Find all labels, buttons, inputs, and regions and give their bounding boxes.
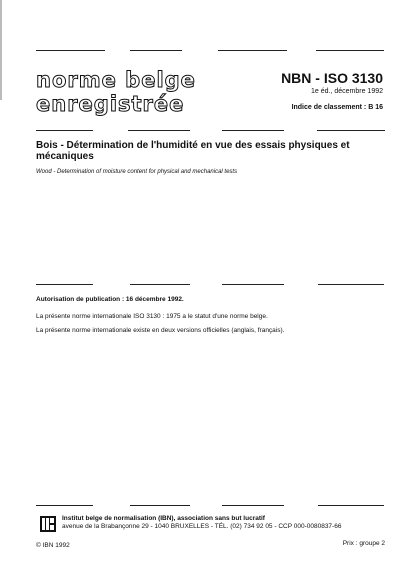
footer-address-block bbox=[62, 515, 341, 531]
autorisation-label: Autorisation de publication : bbox=[36, 296, 125, 303]
prix-groupe: Prix : groupe 2 bbox=[342, 540, 385, 547]
mid-rule bbox=[317, 130, 385, 131]
footer-rule bbox=[130, 505, 190, 506]
statut-paragraph: La présente norme internationale ISO 3130 : 1975 a le statut d'une norme belge. bbox=[36, 313, 268, 320]
standard-id: NBN - ISO 3130 bbox=[281, 70, 383, 86]
top-rule bbox=[218, 50, 287, 51]
mid-rule bbox=[222, 130, 284, 131]
footer-rule bbox=[222, 505, 284, 506]
mid-rule bbox=[128, 130, 190, 131]
top-rule bbox=[36, 50, 105, 51]
lower-rule bbox=[222, 284, 284, 285]
autorisation-line bbox=[36, 296, 184, 303]
footer-rule bbox=[318, 505, 384, 506]
autorisation-date: 16 décembre 1992. bbox=[125, 296, 184, 303]
lower-rule bbox=[318, 284, 384, 285]
edition-date: 1e éd., décembre 1992 bbox=[311, 88, 383, 95]
copyright: © IBN 1992 bbox=[36, 542, 70, 549]
title-english: Wood - Determination of moisture content for physical and mechanical tests bbox=[36, 169, 238, 175]
institute-address: avenue de la Brabançonne 29 - 1040 BRUXELLES - TÉL. (02) 734 92 05 - CCP 000-0080837-66 bbox=[62, 523, 342, 530]
top-rule bbox=[316, 50, 384, 51]
norme-belge-heading: norme belge bbox=[36, 68, 196, 92]
lower-rule bbox=[130, 284, 190, 285]
ibn-logo-icon bbox=[40, 516, 56, 532]
page-edge-mark bbox=[0, 0, 2, 100]
enregistree-heading: enregistrée bbox=[36, 92, 185, 116]
top-rule bbox=[130, 50, 182, 51]
mid-rule bbox=[36, 130, 93, 131]
footer-rule bbox=[36, 505, 93, 506]
institute-name: Institut belge de normalisation (IBN), association sans but lucratif bbox=[62, 515, 265, 522]
versions-paragraph: La présente norme internationale existe en deux versions officielles (anglais, français). bbox=[36, 327, 285, 334]
title-french: Bois - Détermination de l'humidité en vue des essais physiques et mécaniques bbox=[36, 140, 350, 162]
classement-index: Indice de classement : B 16 bbox=[291, 104, 383, 111]
lower-rule bbox=[36, 284, 93, 285]
